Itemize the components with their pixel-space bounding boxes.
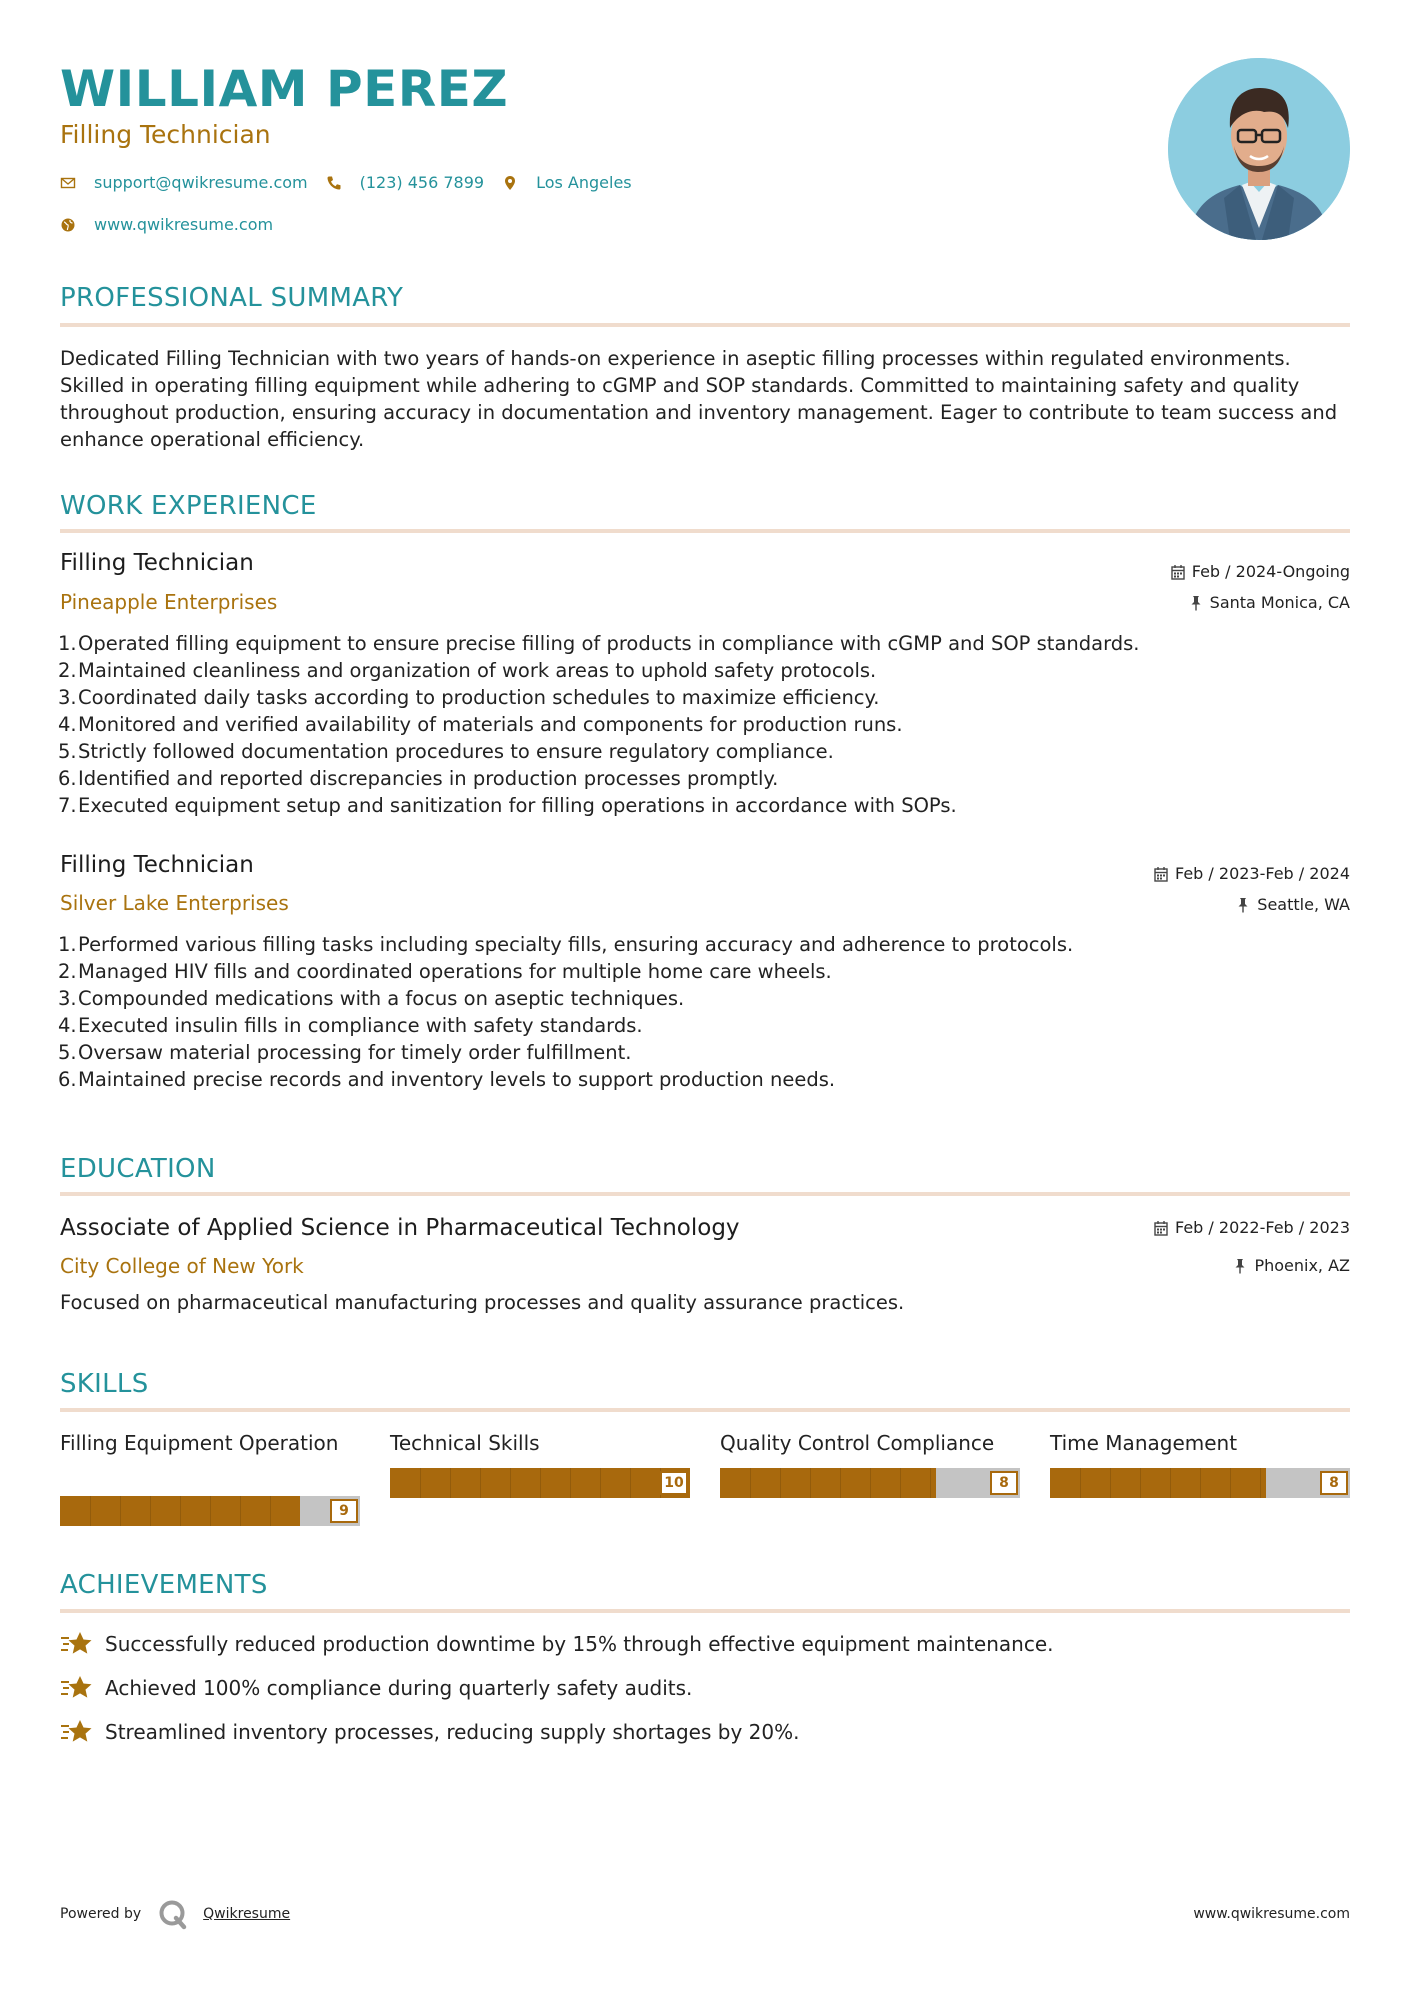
contact-phone[interactable] xyxy=(326,173,484,192)
skill-bar-segment xyxy=(810,1468,811,1498)
contact-row-primary xyxy=(60,173,650,192)
skill-name: Quality Control Compliance xyxy=(720,1431,995,1455)
education-location-text: Phoenix, AZ xyxy=(1254,1256,1350,1275)
pushpin-icon xyxy=(1236,897,1250,913)
achievement-item xyxy=(60,1718,799,1746)
location-text: Los Angeles xyxy=(536,173,632,192)
qwikresume-logo-icon xyxy=(157,1898,189,1930)
job-location-text: Seattle, WA xyxy=(1257,895,1350,914)
education-description: Focused on pharmaceutical manufacturing processes and quality assurance practices. xyxy=(60,1291,905,1314)
skill-bar-segment xyxy=(120,1496,121,1526)
job-location xyxy=(1236,895,1350,914)
footer-site[interactable]: www.qwikresume.com xyxy=(1193,1906,1350,1922)
education-degree: Associate of Applied Science in Pharmaceutical Technology xyxy=(60,1215,740,1241)
skill-name: Time Management xyxy=(1050,1431,1238,1455)
education-location xyxy=(1233,1256,1350,1275)
skill-bar-segment xyxy=(210,1496,211,1526)
job-bullets xyxy=(58,931,1338,1093)
list-item: 5. Oversaw material processing for timely order fulfillment. xyxy=(58,1041,632,1064)
profile-photo xyxy=(1168,58,1350,240)
skill-bar xyxy=(60,1496,360,1526)
skill-bar-segment xyxy=(180,1496,181,1526)
skill-bar-fill xyxy=(1050,1468,1266,1498)
skill-name: Filling Equipment Operation xyxy=(60,1431,339,1455)
skill-bar-segment xyxy=(630,1468,631,1498)
education-heading: EDUCATION xyxy=(60,1154,216,1184)
skill-score: 9 xyxy=(330,1499,358,1523)
star-icon xyxy=(60,1630,92,1658)
list-item: 3. Compounded medications with a focus on aseptic techniques. xyxy=(58,987,685,1010)
job-location xyxy=(1189,593,1350,612)
skill-bar-segment xyxy=(1260,1468,1261,1498)
list-item: 6. Maintained precise records and inventory levels to support production needs. xyxy=(58,1068,836,1091)
calendar-icon xyxy=(1154,866,1168,882)
skill-score: 8 xyxy=(1320,1471,1348,1495)
skill-bar xyxy=(390,1468,690,1498)
skill-bar-segment xyxy=(1110,1468,1111,1498)
skill-bar-segment xyxy=(1140,1468,1141,1498)
skill-bar-segment xyxy=(930,1468,931,1498)
job-company: Silver Lake Enterprises xyxy=(60,891,289,915)
skill-bar xyxy=(1050,1468,1350,1498)
skill-bar xyxy=(720,1468,1020,1498)
achievement-text: Achieved 100% compliance during quarterly safety audits. xyxy=(105,1676,693,1700)
skill-bar-segment xyxy=(240,1496,241,1526)
candidate-title: Filling Technician xyxy=(60,120,271,149)
skill-bar-segment xyxy=(1080,1468,1081,1498)
skill-bar-segment xyxy=(1170,1468,1171,1498)
skill-bar-segment xyxy=(480,1468,481,1498)
calendar-icon xyxy=(1171,564,1185,580)
job-company: Pineapple Enterprises xyxy=(60,590,278,614)
summary-divider xyxy=(60,323,1350,327)
skill-bar-segment xyxy=(420,1468,421,1498)
job-bullets xyxy=(58,630,1338,819)
pushpin-icon xyxy=(1233,1258,1247,1274)
globe-icon xyxy=(60,217,76,233)
experience-divider xyxy=(60,529,1350,533)
skill-filling-equipment-operation xyxy=(60,1430,360,1519)
skill-bar-segment xyxy=(1230,1468,1231,1498)
list-item: 4. Executed insulin fills in compliance with safety standards. xyxy=(58,1014,643,1037)
list-item: 7. Executed equipment setup and sanitization for filling operations in accordance with SOPs. xyxy=(58,794,957,817)
job-title: Filling Technician xyxy=(60,852,254,878)
map-pin-icon xyxy=(502,175,518,191)
skill-quality-control-compliance xyxy=(720,1430,1020,1491)
skill-bar-segment xyxy=(600,1468,601,1498)
contact-email[interactable] xyxy=(60,173,308,192)
education-dates-text: Feb / 2022-Feb / 2023 xyxy=(1175,1218,1350,1237)
star-icon xyxy=(60,1718,92,1746)
skill-bar-segment xyxy=(1200,1468,1201,1498)
education-dates xyxy=(1154,1218,1350,1237)
education-divider xyxy=(60,1192,1350,1196)
achievement-item xyxy=(60,1674,692,1702)
footer-powered-by xyxy=(60,1898,290,1930)
skill-bar-fill xyxy=(720,1468,936,1498)
experience-heading: WORK EXPERIENCE xyxy=(60,491,317,521)
list-item: 1. Operated filling equipment to ensure precise filling of products in compliance with cGMP and SOP standards. xyxy=(58,632,1140,655)
envelope-icon xyxy=(60,175,76,191)
skill-score: 10 xyxy=(660,1471,688,1495)
skill-bar-segment xyxy=(270,1496,271,1526)
job-location-text: Santa Monica, CA xyxy=(1209,593,1350,612)
job-dates-text: Feb / 2024-Ongoing xyxy=(1191,562,1350,581)
star-icon xyxy=(60,1674,92,1702)
skill-name: Technical Skills xyxy=(390,1431,540,1455)
calendar-icon xyxy=(1154,1220,1168,1236)
phone-icon xyxy=(326,175,342,191)
skill-bar-segment xyxy=(90,1496,91,1526)
skill-bar-segment xyxy=(900,1468,901,1498)
skill-score: 8 xyxy=(990,1471,1018,1495)
skill-bar-segment xyxy=(450,1468,451,1498)
phone-text: (123) 456 7899 xyxy=(359,173,485,192)
list-item: 1. Performed various filling tasks including specialty fills, ensuring accuracy and adherence to protocols. xyxy=(58,933,1074,956)
skill-bar-segment xyxy=(150,1496,151,1526)
contact-website[interactable] xyxy=(60,215,273,234)
contact-location xyxy=(502,173,632,192)
website-text: www.qwikresume.com xyxy=(94,215,274,234)
skill-technical-skills xyxy=(390,1430,690,1491)
summary-heading: PROFESSIONAL SUMMARY xyxy=(60,283,404,313)
education-school: City College of New York xyxy=(60,1254,304,1278)
achievements-divider xyxy=(60,1609,1350,1613)
skill-bar-segment xyxy=(750,1468,751,1498)
job-title: Filling Technician xyxy=(60,550,254,576)
skill-bar-segment xyxy=(840,1468,841,1498)
email-text: support@qwikresume.com xyxy=(94,173,308,192)
job-dates xyxy=(1171,562,1350,581)
job-dates xyxy=(1154,864,1350,883)
achievement-item xyxy=(60,1630,1054,1658)
skills-divider xyxy=(60,1408,1350,1412)
list-item: 2. Managed HIV fills and coordinated operations for multiple home care wheels. xyxy=(58,960,832,983)
list-item: 6. Identified and reported discrepancies in production processes promptly. xyxy=(58,767,779,790)
candidate-name: WILLIAM PEREZ xyxy=(60,60,509,118)
achievement-text: Successfully reduced production downtime by 15% through effective equipment maintenance. xyxy=(105,1632,1054,1656)
skills-heading: SKILLS xyxy=(60,1369,149,1399)
skill-bar-segment xyxy=(780,1468,781,1498)
list-item: 3. Coordinated daily tasks according to production schedules to maximize efficiency. xyxy=(58,686,880,709)
achievements-heading: ACHIEVEMENTS xyxy=(60,1570,268,1600)
achievement-text: Streamlined inventory processes, reducing supply shortages by 20%. xyxy=(105,1720,800,1744)
job-dates-text: Feb / 2023-Feb / 2024 xyxy=(1175,864,1350,883)
list-item: 2. Maintained cleanliness and organization of work areas to uphold safety protocols. xyxy=(58,659,877,682)
powered-by-label: Powered by xyxy=(60,1906,142,1922)
skill-time-management xyxy=(1050,1430,1350,1491)
contact-row-secondary xyxy=(60,215,291,234)
list-item: 5. Strictly followed documentation procedures to ensure regulatory compliance. xyxy=(58,740,834,763)
skill-bar-segment xyxy=(570,1468,571,1498)
pushpin-icon xyxy=(1189,595,1203,611)
summary-text: Dedicated Filling Technician with two years of hands-on experience in aseptic filling processes within regulated environments. Skilled in operating filling equipment while adhering to cGMP and SOP standards. Committed to maintaining safety and quality throughout production, ensuring accuracy in documentation and inventory management. Eager to contribute to team success and enhance operational efficiency. xyxy=(60,347,1338,451)
skill-bar-segment xyxy=(870,1468,871,1498)
list-item: 4. Monitored and verified availability of materials and components for production runs. xyxy=(58,713,903,736)
skill-bar-segment xyxy=(510,1468,511,1498)
qwikresume-link[interactable]: Qwikresume xyxy=(203,1906,291,1922)
skill-bar-segment xyxy=(540,1468,541,1498)
